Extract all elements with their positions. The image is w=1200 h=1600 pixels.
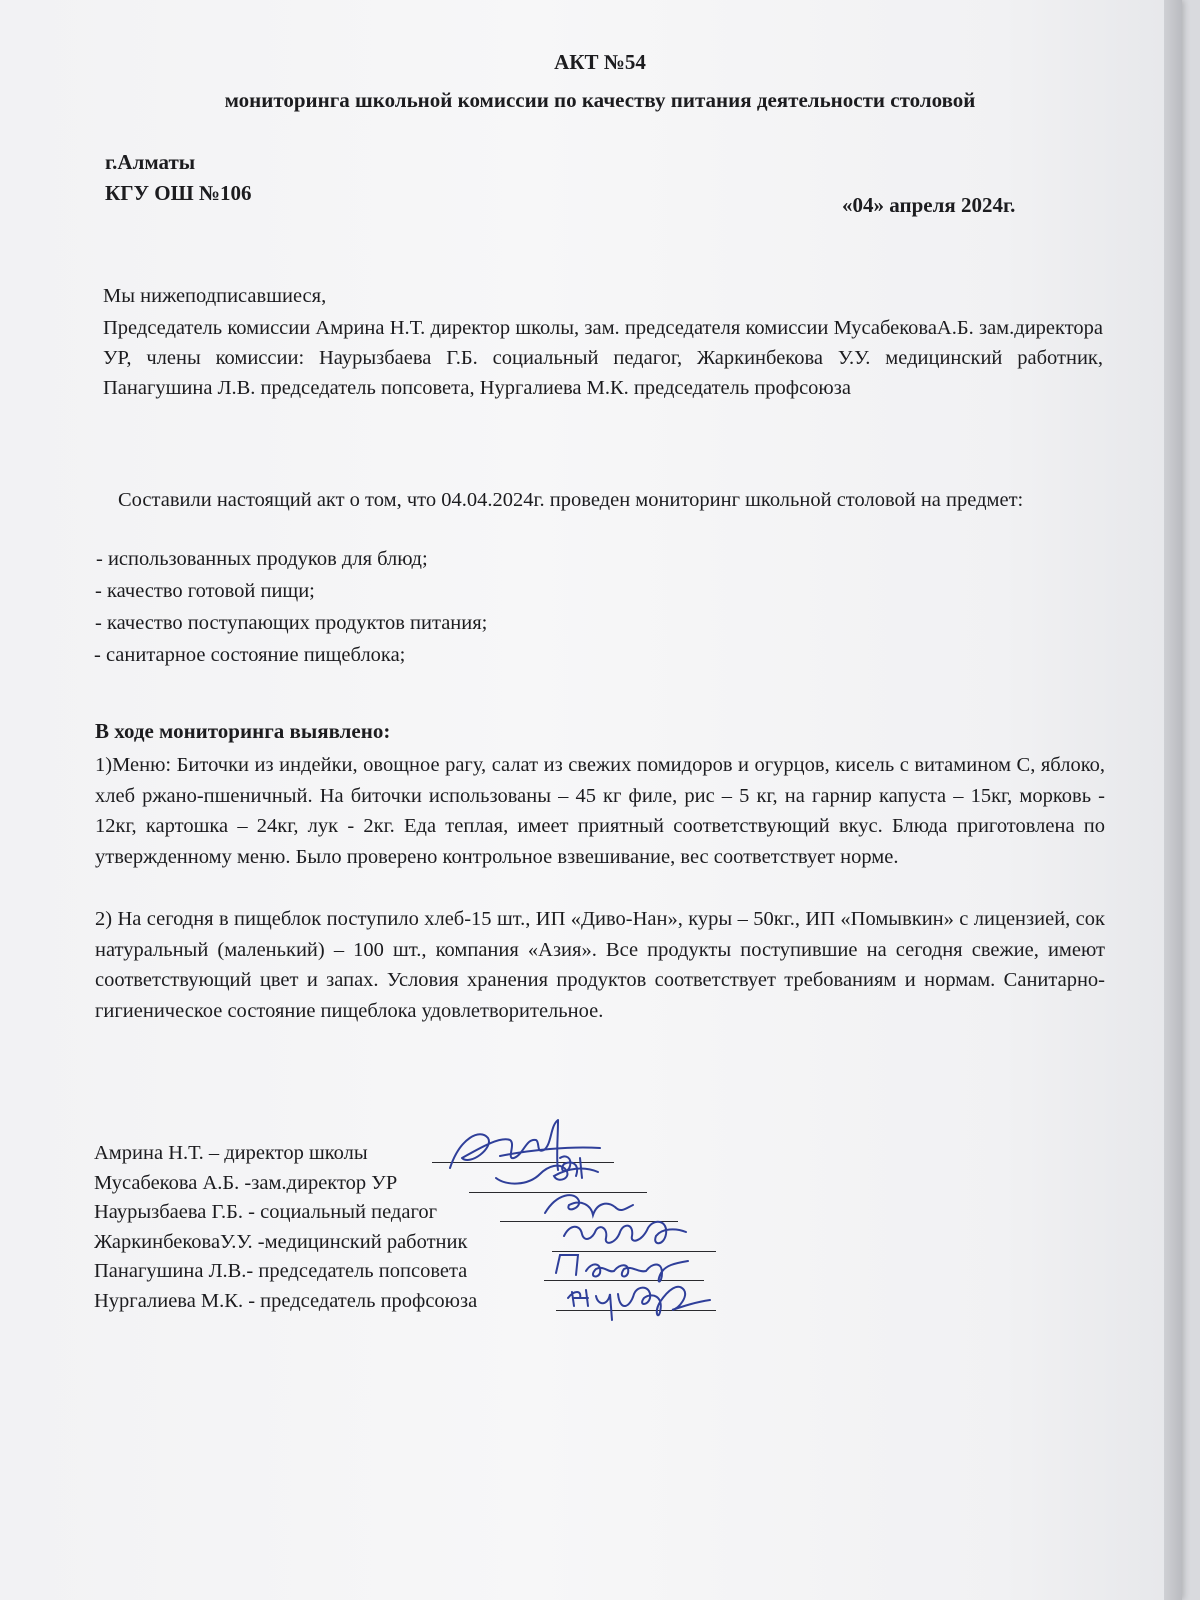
organization: КГУ ОШ №106	[105, 181, 252, 205]
intro-line: Мы нижеподписавшиеся,	[103, 285, 327, 307]
purpose-item: - использованных продуков для блюд;	[96, 548, 428, 570]
signatory-line: Мусабекова А.Б. -зам.директор УР	[94, 1172, 398, 1194]
purpose-item: - качество готовой пищи;	[95, 580, 315, 602]
document-date: «04» апреля 2024г.	[842, 193, 1016, 217]
purpose-item: - качество поступающих продуктов питания;	[95, 612, 488, 634]
signatory-line: Панагушина Л.В.- председатель попсовета	[94, 1260, 468, 1282]
document-title: АКТ №54	[554, 50, 646, 74]
signatory-line: Наурызбаева Г.Б. - социальный педагог	[94, 1201, 438, 1223]
findings-heading: В ходе мониторинга выявлено:	[95, 719, 391, 743]
finding-2: 2) На сегодня в пищеблок поступило хлеб-15 шт., ИП «Диво-Нан», куры – 50кг., ИП «Помывкин» с лицензией, сок натуральный (маленький) – 100 шт., компания «Азия». Все продукты поступившие на сегодня свежие, имеют соответствующий цвет и запах. Условия хранения продуктов соответствует требованиям и нормам. Санитарно-гигиеническое состояние пищеблока удовлетворительное.	[95, 908, 1105, 1022]
signature-trade-union	[560, 1272, 720, 1332]
finding-1: 1)Меню: Биточки из индейки, овощное рагу, салат из свежих помидоров и огурцов, кисель с витамином С, яблоко, хлеб ржано-пшеничный. На биточки использованы – 45 кг филе, рис – 5 кг, на гарнир капуста – 15кг, морковь - 12кг, картошка – 24кг, лук - 2кг. Еда теплая, имеет приятный соответствующий вкус. Блюда приготовлена по утвержденному меню. Было проверено контрольное взвешивание, вес соответствует норме.	[95, 754, 1105, 868]
paper-edge	[1164, 0, 1182, 1600]
purpose-item: - санитарное состояние пищеблока;	[94, 644, 406, 666]
city: г.Алматы	[105, 150, 196, 174]
document-subtitle: мониторинга школьной комиссии по качеству питания деятельности столовой	[224, 88, 976, 112]
signatory-line: ЖаркинбековаУ.У. -медицинский работник	[94, 1231, 468, 1253]
signatory-line: Нургалиева М.К. - председатель профсоюза	[94, 1290, 478, 1312]
members-paragraph: Председатель комиссии Амрина Н.Т. директор школы, зам. председателя комиссии МусабековаА.Б. зам.директора УР, члены комиссии: Наурызбаева Г.Б. социальный педагог, Жаркинбекова У.У. медицинский работник, Панагушина Л.В. председатель попсовета, Нургалиева М.К. председатель профсоюза	[103, 317, 1103, 399]
signatory-line: Амрина Н.Т. – директор школы	[94, 1142, 368, 1164]
purpose-paragraph: Составили настоящий акт о том, что 04.04.2024г. проведен мониторинг школьной столовой на предмет:	[118, 489, 1024, 511]
